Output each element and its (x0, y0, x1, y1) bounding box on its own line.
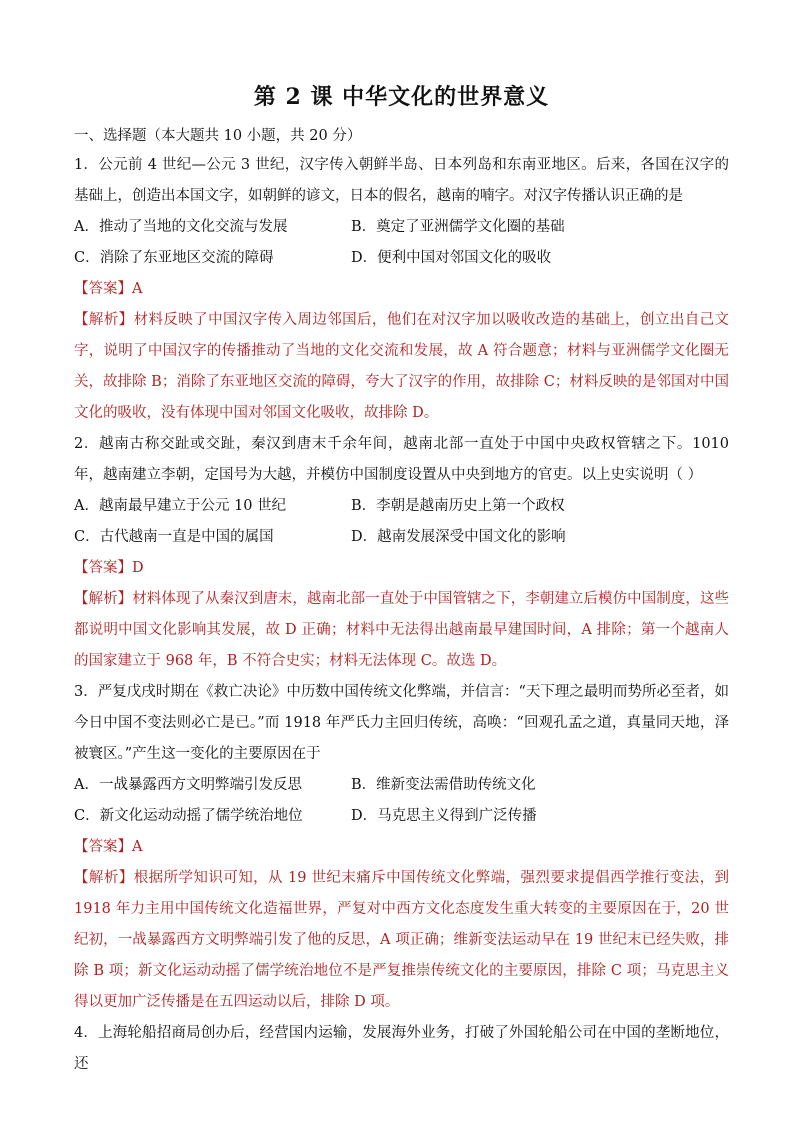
analysis-text: 材料反映了中国汉字传入周边邻国后，他们在对汉字加以吸收改造的基础上，创立出自己文字，说明了中国汉字的传播推动了当地的文化交流和发展，故 A 符合题意；材料与亚洲儒学文化圈无关，故排除 B；消除了东亚地区交流的障碍，夸大了汉字的作用，故排除 C；材料反映的是邻国对中国文化的吸收，没有体现中国对邻国文化吸收，故排除 D。 (74, 312, 730, 421)
options-row (74, 212, 729, 243)
analysis-line (74, 584, 729, 677)
analysis-tag: 【解析】 (74, 591, 133, 607)
answer-tag: 【答案】 (74, 281, 132, 297)
analysis-tag: 【解析】 (74, 870, 134, 886)
analysis-line (74, 305, 729, 429)
question-stem: 1．公元前 4 世纪—公元 3 世纪，汉字传入朝鲜半岛、日本列岛和东南亚地区。后来，各国在汉字的基础上，创造出本国文字，如朝鲜的谚文，日本的假名，越南的喃字。对汉字传播认识正确的是 (74, 157, 729, 204)
answer-tag: 【答案】 (74, 560, 132, 576)
option-b: B．李朝是越南历史上第一个政权 (351, 498, 565, 514)
page-title: 第 2 课 中华文化的世界意义 (253, 84, 550, 110)
options-row (74, 801, 729, 832)
option-d: D．越南发展深受中国文化的影响 (351, 529, 566, 545)
option-d: D．便利中国对邻国文化的吸收 (351, 250, 552, 266)
question-3 (74, 677, 729, 1018)
options-row (74, 522, 729, 553)
option-a: A．越南最早建立于公元 10 世纪 (74, 498, 287, 514)
option-a: A．推动了当地的文化交流与发展 (74, 219, 288, 235)
option-b: B．奠定了亚洲儒学文化圈的基础 (351, 219, 565, 235)
answer-line (74, 832, 729, 863)
question-1 (74, 150, 729, 429)
option-d: D．马克思主义得到广泛传播 (351, 808, 537, 824)
section-header: 一、选择题（本大题共 10 小题，共 20 分） (74, 128, 362, 144)
options-row (74, 243, 729, 274)
options-row (74, 770, 729, 801)
answer-tag: 【答案】 (74, 839, 132, 855)
answer-value: A (132, 281, 143, 297)
answer-line (74, 553, 729, 584)
option-a: A．一战暴露西方文明弊端引发反思 (74, 777, 302, 793)
answer-value: D (132, 560, 144, 576)
question-stem: 2．越南古称交趾或交趾，秦汉到唐末千余年间，越南北部一直处于中国中央政权管辖之下。1010 年，越南建立李朝，定国号为大越，并模仿中国制度设置从中央到地方的官吏。以上史实说明（ ） (74, 436, 729, 483)
option-c: C．古代越南一直是中国的属国 (74, 529, 274, 545)
analysis-text: 根据所学知识可知，从 19 世纪末痛斥中国传统文化弊端，强烈要求提倡西学推行变法，到 1918 年力主用中国传统文化造福世界，严复对中西方文化态度发生重大转变的主要原因在于，20 世纪初，一战暴露西方文明弊端引发了他的反思，A 项正确；维新变法运动早在 19 世纪末已经失败，排除 B 项；新文化运动动摇了儒学统治地位不是严复推崇传统文化的主要原因，排除 C 项；马克思主义得以更加广泛传播是在五四运动以后，排除 D 项。 (74, 870, 730, 1010)
answer-value: A (132, 839, 143, 855)
document-page (74, 82, 729, 1080)
question-2 (74, 429, 729, 677)
option-c: C．新文化运动动摇了儒学统治地位 (74, 808, 303, 824)
question-4 (74, 1018, 729, 1080)
option-c: C．消除了东亚地区交流的障碍 (74, 250, 274, 266)
answer-line (74, 274, 729, 305)
analysis-tag: 【解析】 (74, 312, 134, 328)
analysis-line (74, 863, 729, 1018)
analysis-text: 材料体现了从秦汉到唐末，越南北部一直处于中国管辖之下，李朝建立后模仿中国制度，这些都说明中国文化影响其发展，故 D 正确；材料中无法得出越南最早建国时间，A 排除；第一个越南人的国家建立于 968 年，B 不符合史实；材料无法体现 C。故选 D。 (74, 591, 730, 669)
option-b: B．维新变法需借助传统文化 (351, 777, 536, 793)
question-stem: 4．上海轮船招商局创办后，经营国内运输，发展海外业务，打破了外国轮船公司在中国的垄断地位，还 (74, 1025, 729, 1072)
options-row (74, 491, 729, 522)
question-stem: 3．严复戊戌时期在《救亡决论》中历数中国传统文化弊端，并信言：“天下理之最明而势所必至者，如今日中国不变法则必亡是已。”而 1918 年严氏力主回归传统，高唤：“回观孔孟之道，真量同天地，泽被寰区。”产生这一变化的主要原因在于 (74, 684, 729, 762)
